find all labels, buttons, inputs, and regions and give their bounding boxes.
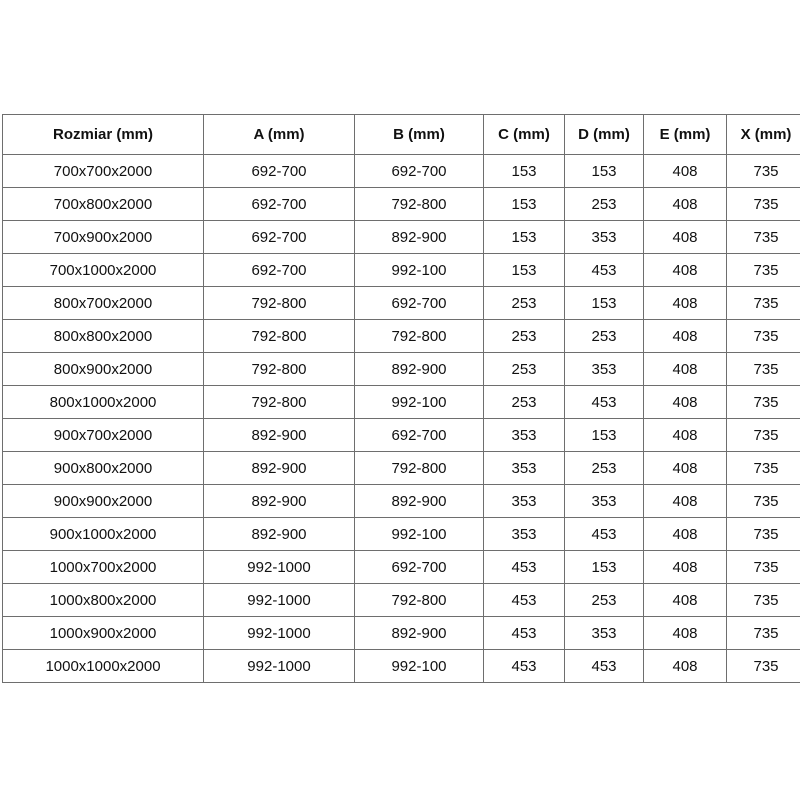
- table-cell: 735: [727, 254, 800, 287]
- table-cell: 253: [484, 320, 565, 353]
- table-cell: 253: [565, 584, 644, 617]
- table-cell: 408: [644, 287, 727, 320]
- column-header: X (mm): [727, 115, 800, 155]
- table-cell: 408: [644, 485, 727, 518]
- table-cell: 408: [644, 353, 727, 386]
- table-cell: 735: [727, 419, 800, 452]
- table-cell: 692-700: [204, 221, 355, 254]
- table-cell: 353: [565, 485, 644, 518]
- table-cell: 408: [644, 188, 727, 221]
- table-cell: 1000x1000x2000: [3, 650, 204, 683]
- table-cell: 892-900: [355, 485, 484, 518]
- table-cell: 692-700: [355, 287, 484, 320]
- table-cell: 353: [565, 617, 644, 650]
- table-cell: 892-900: [204, 518, 355, 551]
- column-header: D (mm): [565, 115, 644, 155]
- table-row: [3, 617, 800, 650]
- table-cell: 453: [484, 650, 565, 683]
- table-cell: 992-100: [355, 386, 484, 419]
- table-cell: 900x700x2000: [3, 419, 204, 452]
- table-cell: 792-800: [355, 320, 484, 353]
- table-cell: 692-700: [204, 188, 355, 221]
- table-cell: 153: [484, 188, 565, 221]
- table-cell: 408: [644, 452, 727, 485]
- table-cell: 408: [644, 551, 727, 584]
- table-cell: 1000x700x2000: [3, 551, 204, 584]
- table-cell: 408: [644, 254, 727, 287]
- column-header: E (mm): [644, 115, 727, 155]
- table-cell: 453: [484, 617, 565, 650]
- table-row: [3, 584, 800, 617]
- column-header: A (mm): [204, 115, 355, 155]
- table-cell: 408: [644, 419, 727, 452]
- table-cell: 800x900x2000: [3, 353, 204, 386]
- table-cell: 735: [727, 221, 800, 254]
- table-cell: 353: [565, 221, 644, 254]
- table-cell: 735: [727, 320, 800, 353]
- table-cell: 692-700: [204, 254, 355, 287]
- column-header: B (mm): [355, 115, 484, 155]
- table-cell: 900x800x2000: [3, 452, 204, 485]
- table-cell: 700x700x2000: [3, 155, 204, 188]
- table-cell: 892-900: [355, 353, 484, 386]
- table-cell: 792-800: [204, 353, 355, 386]
- table-cell: 735: [727, 650, 800, 683]
- table-cell: 735: [727, 155, 800, 188]
- table-cell: 792-800: [355, 452, 484, 485]
- table-cell: 735: [727, 551, 800, 584]
- table-row: [3, 155, 800, 188]
- table-row: [3, 419, 800, 452]
- table-cell: 792-800: [204, 320, 355, 353]
- table-cell: 453: [565, 518, 644, 551]
- table-cell: 700x800x2000: [3, 188, 204, 221]
- table-cell: 353: [565, 353, 644, 386]
- table-cell: 253: [565, 320, 644, 353]
- table-row: [3, 650, 800, 683]
- table-cell: 735: [727, 188, 800, 221]
- table-cell: 800x700x2000: [3, 287, 204, 320]
- table-cell: 892-900: [204, 419, 355, 452]
- table-cell: 408: [644, 584, 727, 617]
- table-cell: 253: [484, 287, 565, 320]
- dimensions-table: [2, 114, 800, 683]
- table-cell: 992-1000: [204, 617, 355, 650]
- table-cell: 153: [565, 287, 644, 320]
- table-cell: 453: [484, 584, 565, 617]
- table-cell: 1000x900x2000: [3, 617, 204, 650]
- table-row: [3, 452, 800, 485]
- table-cell: 792-800: [204, 386, 355, 419]
- table-cell: 153: [565, 419, 644, 452]
- table-cell: 692-700: [355, 551, 484, 584]
- table-cell: 700x900x2000: [3, 221, 204, 254]
- table-cell: 353: [484, 518, 565, 551]
- table-row: [3, 287, 800, 320]
- table-cell: 453: [565, 386, 644, 419]
- table-cell: 153: [484, 221, 565, 254]
- table-cell: 408: [644, 221, 727, 254]
- table-cell: 735: [727, 287, 800, 320]
- table-cell: 892-900: [355, 221, 484, 254]
- table-cell: 1000x800x2000: [3, 584, 204, 617]
- table-cell: 692-700: [204, 155, 355, 188]
- table-cell: 453: [565, 254, 644, 287]
- table-cell: 792-800: [355, 584, 484, 617]
- table-cell: 900x1000x2000: [3, 518, 204, 551]
- table-cell: 153: [484, 155, 565, 188]
- table-cell: 992-1000: [204, 584, 355, 617]
- table-cell: 992-100: [355, 518, 484, 551]
- table-row: [3, 485, 800, 518]
- table-cell: 892-900: [204, 452, 355, 485]
- table-cell: 408: [644, 518, 727, 551]
- table-row: [3, 386, 800, 419]
- table-cell: 453: [565, 650, 644, 683]
- table-cell: 408: [644, 155, 727, 188]
- table-row: [3, 353, 800, 386]
- table-cell: 892-900: [204, 485, 355, 518]
- table-cell: 735: [727, 584, 800, 617]
- table-cell: 408: [644, 617, 727, 650]
- table-cell: 992-1000: [204, 650, 355, 683]
- column-header: Rozmiar (mm): [3, 115, 204, 155]
- table-cell: 353: [484, 419, 565, 452]
- table-cell: 892-900: [355, 617, 484, 650]
- table-cell: 353: [484, 485, 565, 518]
- table-cell: 792-800: [204, 287, 355, 320]
- column-header: C (mm): [484, 115, 565, 155]
- table-cell: 692-700: [355, 419, 484, 452]
- table-cell: 353: [484, 452, 565, 485]
- table-row: [3, 320, 800, 353]
- table-cell: 153: [565, 551, 644, 584]
- table-cell: 992-100: [355, 650, 484, 683]
- table-row: [3, 221, 800, 254]
- table-cell: 735: [727, 353, 800, 386]
- table-cell: 453: [484, 551, 565, 584]
- table-cell: 792-800: [355, 188, 484, 221]
- table-cell: 992-100: [355, 254, 484, 287]
- table-cell: 735: [727, 617, 800, 650]
- table-cell: 735: [727, 386, 800, 419]
- table-cell: 735: [727, 485, 800, 518]
- table-cell: 900x900x2000: [3, 485, 204, 518]
- table-cell: 700x1000x2000: [3, 254, 204, 287]
- table-cell: 735: [727, 452, 800, 485]
- table-cell: 408: [644, 320, 727, 353]
- table-cell: 153: [565, 155, 644, 188]
- table-cell: 253: [565, 452, 644, 485]
- table-cell: 735: [727, 518, 800, 551]
- table-row: [3, 518, 800, 551]
- table-cell: 408: [644, 650, 727, 683]
- table-cell: 253: [484, 353, 565, 386]
- table-cell: 253: [484, 386, 565, 419]
- table-row: [3, 188, 800, 221]
- table-cell: 800x1000x2000: [3, 386, 204, 419]
- table-header-row: [3, 115, 800, 155]
- table-cell: 800x800x2000: [3, 320, 204, 353]
- table-cell: 153: [484, 254, 565, 287]
- table-row: [3, 551, 800, 584]
- table-row: [3, 254, 800, 287]
- table-cell: 992-1000: [204, 551, 355, 584]
- table-cell: 253: [565, 188, 644, 221]
- table-cell: 408: [644, 386, 727, 419]
- table-cell: 692-700: [355, 155, 484, 188]
